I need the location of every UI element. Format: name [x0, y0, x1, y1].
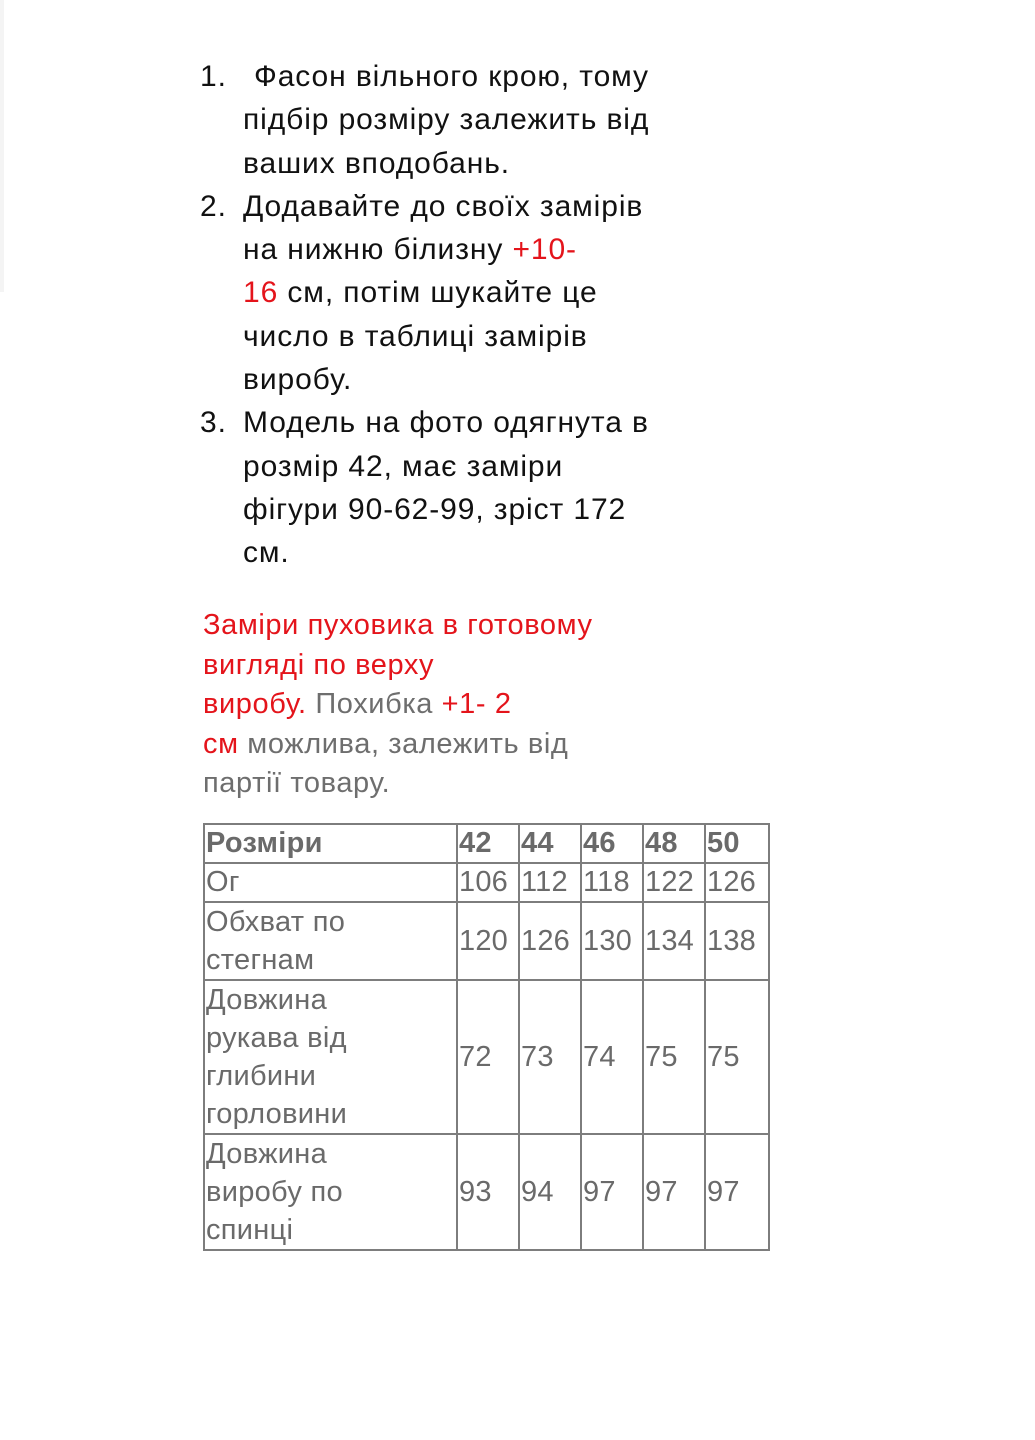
list-number: 2.: [200, 189, 227, 223]
note-line: партії товару.: [203, 767, 391, 799]
instruction-line: Модель на фото одягнута в: [243, 406, 649, 440]
table-cell: 126: [705, 863, 769, 902]
table-cell: 112: [519, 863, 581, 902]
instruction-line: см.: [243, 536, 290, 570]
instruction-line: Додавайте до своїх замірів: [243, 189, 644, 223]
highlight-range: +10-: [512, 233, 577, 267]
list-number: 1.: [200, 60, 227, 93]
measurement-note: [203, 606, 763, 804]
note-line: [203, 725, 763, 765]
table-cell: 134: [643, 902, 705, 980]
page-edge: [0, 0, 4, 292]
row-label-line: глибини: [206, 1060, 317, 1092]
row-label: [204, 902, 457, 980]
table-cell: 73: [519, 980, 581, 1134]
row-label-line: Довжина: [206, 984, 328, 1016]
instruction-item-3: [200, 401, 800, 574]
row-label-line: горловини: [206, 1098, 348, 1130]
row-label: [204, 980, 457, 1134]
table-header-row: [204, 824, 769, 863]
table-cell: 93: [457, 1134, 519, 1250]
size-instructions-list: [200, 55, 800, 575]
note-line: вигляді по верху: [203, 648, 435, 681]
row-label-line: стегнам: [206, 944, 315, 976]
list-number: 3.: [200, 406, 227, 440]
instruction-line: Фасон вільного крою, тому: [254, 60, 649, 93]
row-label-line: Довжина: [206, 1138, 328, 1170]
tolerance-unit: см: [203, 727, 239, 760]
row-label: Ог: [204, 863, 457, 902]
table-cell: 97: [705, 1134, 769, 1250]
header-cell-size: 44: [519, 824, 581, 863]
table-cell: 97: [581, 1134, 643, 1250]
header-cell-size: 48: [643, 824, 705, 863]
instruction-line: ваших вподобань.: [243, 146, 510, 180]
instruction-text: на нижню білизну: [243, 233, 513, 267]
table-cell: 74: [581, 980, 643, 1134]
row-label-line: виробу по: [206, 1176, 343, 1208]
table-cell: 118: [581, 863, 643, 902]
header-cell: Розміри: [204, 824, 457, 863]
instruction-line: підбір розміру залежить від: [243, 103, 650, 137]
table-row: [204, 980, 769, 1134]
instruction-line: [243, 228, 800, 271]
tolerance-value: +1- 2: [441, 688, 512, 720]
note-line: [203, 685, 763, 725]
instruction-line: число в таблиці замірів: [243, 319, 588, 353]
table-cell: 130: [581, 902, 643, 980]
table-cell: 126: [519, 902, 581, 980]
note-highlight: виробу.: [203, 688, 307, 720]
table-row: [204, 863, 769, 902]
table-cell: 120: [457, 902, 519, 980]
row-label-line: рукава від: [206, 1022, 347, 1054]
table-row: [204, 1134, 769, 1250]
instruction-item-2: [200, 185, 800, 401]
instruction-line: [243, 271, 800, 314]
instruction-item-1: [200, 55, 800, 185]
note-line: Заміри пуховика в готовому: [203, 609, 593, 641]
instruction-text: см, потім шукайте це: [278, 276, 598, 310]
header-cell-size: 50: [705, 824, 769, 863]
table-row: [204, 902, 769, 980]
table-cell: 75: [643, 980, 705, 1134]
table-cell: 138: [705, 902, 769, 980]
note-text: Похибка: [306, 688, 442, 720]
header-cell-size: 46: [581, 824, 643, 863]
size-chart-table: [203, 823, 770, 1251]
row-label: [204, 1134, 457, 1250]
row-label-line: спинці: [206, 1214, 294, 1246]
highlight-range: 16: [243, 276, 279, 310]
table-cell: 106: [457, 863, 519, 902]
header-cell-size: 42: [457, 824, 519, 863]
table-cell: 97: [643, 1134, 705, 1250]
instruction-line: фігури 90-62-99, зріст 172: [243, 492, 627, 526]
table-cell: 75: [705, 980, 769, 1134]
table-cell: 122: [643, 863, 705, 902]
table-cell: 72: [457, 980, 519, 1134]
table-cell: 94: [519, 1134, 581, 1250]
row-label-line: Обхват по: [206, 906, 346, 938]
instruction-line: виробу.: [243, 363, 353, 397]
instruction-line: розмір 42, має заміри: [243, 449, 564, 483]
note-text: можлива, залежить від: [238, 727, 569, 760]
